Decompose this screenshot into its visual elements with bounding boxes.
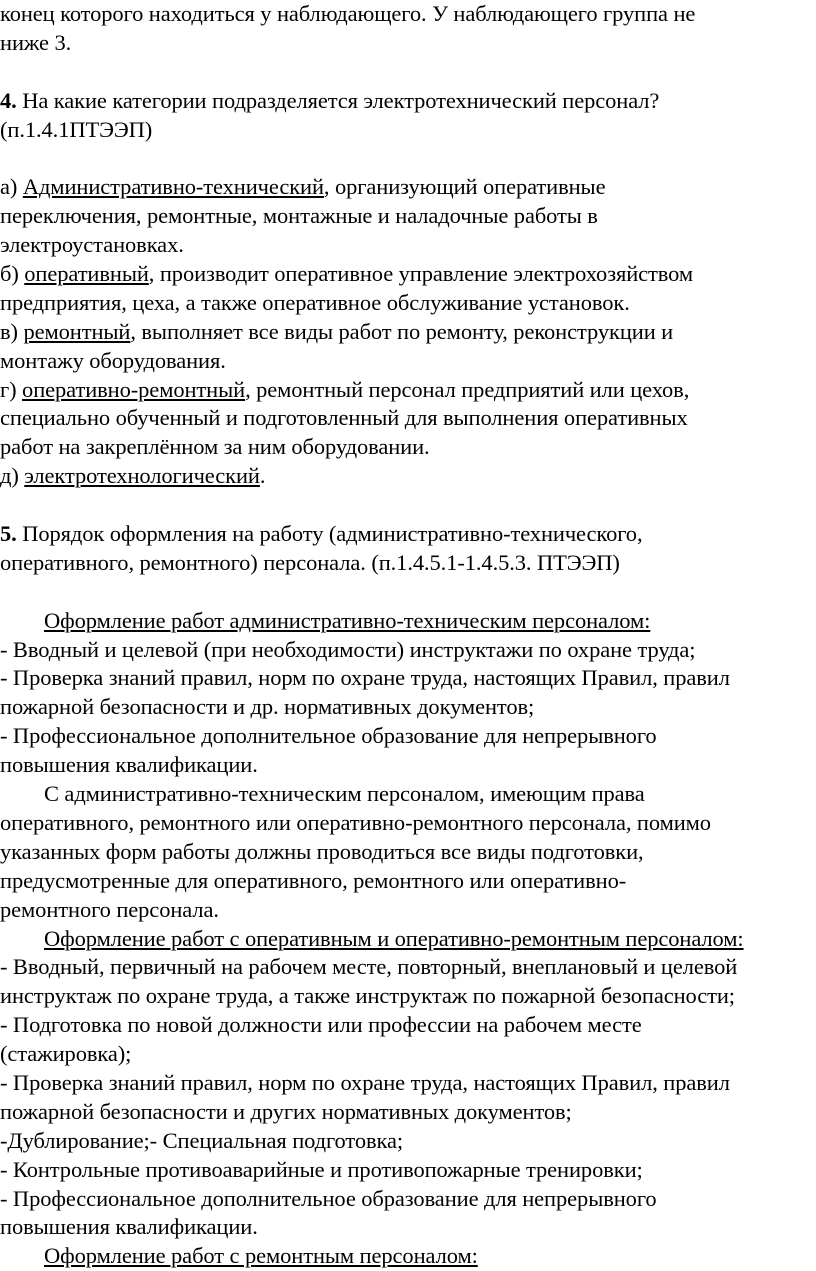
answer-e-term: электротехнологический	[24, 463, 260, 489]
oper-line-7: -Дублирование;- Специальная подготовка;	[0, 1127, 404, 1153]
spacer	[0, 58, 816, 87]
repair-heading-text: Оформление работ с ремонтным персоналом:	[44, 1243, 478, 1269]
answer-d-rest: , ремонтный персонал предприятий или цехов,	[245, 376, 690, 402]
question-5-text: Порядок оформления на работу (административно-технического,	[16, 521, 643, 547]
answer-a-line-3: электроустановках.	[0, 232, 184, 258]
oper-line-9: - Профессиональное дополнительное образование для непрерывного	[0, 1185, 657, 1211]
oper-line-10: повышения квалификации.	[0, 1214, 258, 1240]
question-4-line-2: (п.1.4.1ПТЭЭП)	[0, 116, 153, 142]
answer-c-term: ремонтный	[23, 318, 131, 344]
oper-heading	[0, 925, 816, 954]
admin-paragraph-line-4: предусмотренные для оперативного, ремонтного или оперативно-	[0, 867, 627, 893]
answer-b-line-1	[0, 260, 816, 289]
oper-line-1: - Вводный, первичный на рабочем месте, повторный, внеплановый и целевой	[0, 954, 738, 980]
admin-paragraph-line-5: ремонтного персонала.	[0, 896, 219, 922]
question-5-line-1	[0, 520, 816, 549]
answer-b-prefix: б)	[0, 261, 25, 287]
question-4-number: 4.	[0, 87, 17, 113]
intro-line-1: конец которого находиться у наблюдающего. У наблюдающего группа не	[0, 1, 696, 26]
answer-a-prefix: а)	[0, 174, 23, 200]
answer-e-line-1	[0, 462, 816, 491]
answer-a-rest: , организующий оперативные	[323, 174, 606, 200]
oper-line-2: инструктаж по охране труда, а также инструктаж по пожарной безопасности;	[0, 983, 735, 1009]
repair-heading	[0, 1242, 816, 1271]
answer-b-line-2: предприятия, цеха, а также оперативное обслуживание установок.	[0, 289, 630, 315]
question-4-line-1	[0, 87, 816, 116]
admin-line-5: повышения квалификации.	[0, 752, 258, 778]
spacer	[0, 144, 816, 173]
question-5-line-2: оперативного, ремонтного) персонала. (п.1.4.5.1-1.4.5.3. ПТЭЭП)	[0, 549, 620, 575]
answer-d-line-2: специально обученный и подготовленный для выполнения оперативных	[0, 405, 688, 431]
answer-b-rest: , производит оперативное управление электрохозяйством	[148, 261, 694, 287]
answer-b-term: оперативный	[24, 261, 149, 287]
admin-line-4: - Профессиональное дополнительное образование для непрерывного	[0, 723, 657, 749]
admin-heading-text: Оформление работ административно-техническим персоналом:	[44, 607, 651, 633]
admin-paragraph-line-3: указанных форм работы должны проводиться все виды подготовки,	[0, 838, 644, 864]
answer-c-rest: , выполняет все виды работ по ремонту, реконструкции и	[130, 318, 674, 344]
answer-c-line-1	[0, 318, 816, 347]
oper-line-4: (стажировка);	[0, 1041, 132, 1067]
oper-line-5: - Проверка знаний правил, норм по охране труда, настоящих Правил, правил	[0, 1069, 730, 1095]
oper-line-3: - Подготовка по новой должности или профессии на рабочем месте	[0, 1012, 642, 1038]
admin-line-2: - Проверка знаний правил, норм по охране труда, настоящих Правил, правил	[0, 665, 730, 691]
answer-a-term: Административно-технический	[22, 174, 324, 200]
admin-line-1: - Вводный и целевой (при необходимости) инструктажи по охране труда;	[0, 636, 696, 662]
oper-line-8: - Контрольные противоаварийные и противопожарные тренировки;	[0, 1156, 643, 1182]
question-5-number: 5.	[0, 521, 17, 547]
answer-e-rest: .	[259, 463, 266, 489]
answer-c-line-2: монтажу оборудования.	[0, 347, 226, 373]
answer-e-prefix: д)	[0, 463, 25, 489]
answer-d-line-1	[0, 376, 816, 405]
spacer	[0, 578, 816, 607]
admin-heading	[0, 607, 816, 636]
question-4-text: На какие категории подразделяется электротехнический персонал?	[16, 87, 660, 113]
oper-line-6: пожарной безопасности и других нормативных документов;	[0, 1098, 572, 1124]
admin-line-3: пожарной безопасности и др. нормативных документов;	[0, 694, 535, 720]
answer-a-line-1	[0, 173, 816, 202]
oper-heading-text: Оформление работ с оперативным и оперативно-ремонтным персоналом:	[44, 925, 744, 951]
answer-d-term: оперативно-ремонтный	[22, 376, 246, 402]
answer-c-prefix: в)	[0, 318, 24, 344]
spacer	[0, 491, 816, 520]
admin-paragraph-line-2: оперативного, ремонтного или оперативно-ремонтного персонала, помимо	[0, 809, 711, 835]
answer-a-line-2: переключения, ремонтные, монтажные и наладочные работы в	[0, 203, 598, 229]
answer-d-prefix: г)	[0, 376, 23, 402]
admin-paragraph-line-1: С административно-техническим персоналом, имеющим права	[44, 781, 645, 807]
answer-d-line-3: работ на закреплённом за ним оборудовании.	[0, 434, 430, 460]
intro-line-2: ниже 3.	[0, 29, 72, 55]
